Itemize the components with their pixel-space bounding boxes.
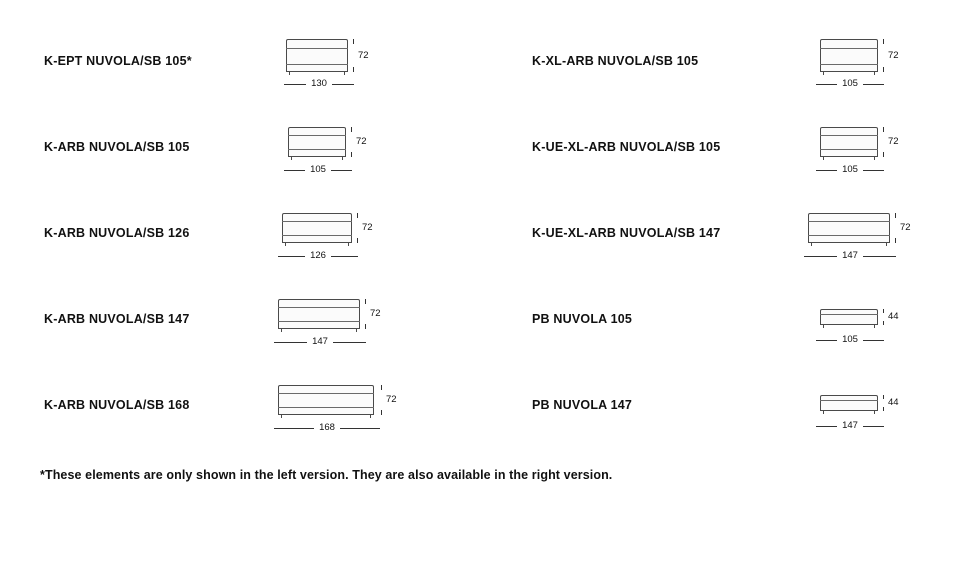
product-label: K-ARB NUVOLA/SB 168 [44,398,190,412]
sofa-seat-line [278,321,360,322]
product-label: K-ARB NUVOLA/SB 105 [44,140,190,154]
sofa-body [278,299,360,329]
dimension-tick [365,299,366,304]
sofa-back-line [820,135,878,136]
pouf-body [820,309,878,325]
dimension-line [284,170,305,171]
dimension-tick [381,385,382,390]
sofa-outline [278,385,374,415]
dimension-tick [883,152,884,157]
sofa-foot [289,72,290,75]
product-row [0,362,488,448]
product-label: K-EPT NUVOLA/SB 105* [44,54,192,68]
height-dimension [880,309,899,325]
dimension-line [284,84,306,85]
dimension-line [332,84,354,85]
height-dimension [362,299,381,329]
width-dimension [816,79,884,89]
sofa-foot [342,157,343,160]
width-value: 105 [842,78,858,90]
width-dimension [274,423,380,433]
product-label: K-UE-XL-ARB NUVOLA/SB 105 [532,140,721,154]
sofa-seat-line [286,64,348,65]
product-row [0,18,488,104]
sofa-foot [281,415,282,418]
dimension-tick [883,67,884,72]
width-value: 105 [842,164,858,176]
dimension-tick [895,213,896,218]
product-label: K-ARB NUVOLA/SB 126 [44,226,190,240]
dimension-line [274,428,314,429]
dimension-tick [883,407,884,411]
sofa-outline [286,39,348,72]
dimension-tick [883,127,884,132]
pouf-top-line [820,314,878,315]
sofa-seat-line [808,235,890,236]
sofa-back-line [278,307,360,308]
width-value: 105 [842,334,858,346]
sofa-body [288,127,346,157]
height-dimension [880,395,899,411]
sofa-seat-line [278,407,374,408]
sofa-foot [811,243,812,246]
dimension-tick [357,213,358,218]
dimension-tick [883,395,884,399]
sofa-body [808,213,890,243]
height-value: 72 [370,308,381,320]
product-label: K-UE-XL-ARB NUVOLA/SB 147 [532,226,721,240]
height-value: 72 [356,136,367,148]
height-dimension [350,39,369,72]
sofa-foot [370,415,371,418]
sofa-foot [823,157,824,160]
dimension-line [816,426,837,427]
dimension-line [863,426,884,427]
pouf-body [820,395,878,411]
product-label: PB NUVOLA 147 [532,398,633,412]
product-row [0,104,488,190]
dimension-line [816,84,837,85]
column-left [0,0,488,460]
width-value: 105 [310,164,326,176]
height-value: 44 [888,397,899,409]
product-row [0,190,488,276]
sofa-seat-line [820,149,878,150]
sofa-outline [820,39,878,72]
dimension-tick [357,238,358,243]
dimension-line [816,340,837,341]
width-dimension [804,251,896,261]
pouf-foot [823,325,824,328]
width-dimension [816,335,884,345]
width-value: 126 [310,250,326,262]
dimension-tick [365,324,366,329]
product-drawing [818,35,914,90]
pouf-top-line [820,400,878,401]
product-drawing [818,293,914,345]
sofa-outline [288,127,346,157]
pouf-foot [823,411,824,414]
width-value: 130 [311,78,327,90]
product-row [488,18,976,104]
dimension-tick [351,127,352,132]
sofa-foot [291,157,292,160]
dimension-tick [895,238,896,243]
dimension-line [333,342,366,343]
height-value: 72 [358,49,369,61]
dimension-line [804,256,837,257]
pouf-foot [874,411,875,414]
sofa-back-line [278,393,374,394]
product-drawing [276,293,390,348]
pouf-outline [820,309,878,325]
dimension-line [863,340,884,341]
sofa-outline [282,213,352,243]
height-value: 72 [386,394,397,406]
sofa-foot [886,243,887,246]
sofa-seat-line [282,235,352,236]
product-drawing [806,207,920,262]
pouf-outline [820,395,878,411]
dimension-line [278,256,305,257]
dimension-tick [353,67,354,72]
sofa-foot [348,243,349,246]
pouf-foot [874,325,875,328]
sofa-body [286,39,348,72]
column-right [488,0,976,460]
width-dimension [284,79,354,89]
sofa-back-line [808,221,890,222]
height-dimension [892,213,911,243]
sofa-seat-line [820,64,878,65]
width-value: 168 [319,422,335,434]
product-row [488,104,976,190]
sofa-body [820,39,878,72]
height-dimension [378,385,397,415]
product-drawing [818,379,914,431]
sofa-back-line [282,221,352,222]
dimension-line [340,428,380,429]
height-dimension [880,39,899,72]
height-value: 44 [888,311,899,323]
sofa-body [820,127,878,157]
product-drawing [276,379,402,434]
sofa-foot [823,72,824,75]
sofa-seat-line [288,149,346,150]
dimension-tick [883,309,884,313]
product-row [488,362,976,448]
dimension-line [863,84,884,85]
width-value: 147 [842,420,858,432]
sofa-foot [356,329,357,332]
sofa-outline [820,127,878,157]
sofa-back-line [820,48,878,49]
dimension-line [274,342,307,343]
dimension-tick [883,321,884,325]
width-value: 147 [312,336,328,348]
product-label: PB NUVOLA 105 [532,312,633,326]
dimension-line [863,170,884,171]
height-value: 72 [362,222,373,234]
product-row [0,276,488,362]
height-dimension [880,127,899,157]
width-dimension [284,165,352,175]
product-label: K-ARB NUVOLA/SB 147 [44,312,190,326]
width-dimension [274,337,366,347]
sofa-foot [874,72,875,75]
dimension-tick [351,152,352,157]
product-drawing [818,121,914,176]
dimension-line [863,256,896,257]
dimension-tick [381,410,382,415]
footnote-text: *These elements are only shown in the left version. They are also available in the right version. [40,468,613,482]
dimension-line [331,170,352,171]
product-row [488,276,976,362]
width-dimension [816,165,884,175]
product-drawing [280,207,384,262]
sofa-outline [278,299,360,329]
sofa-outline [808,213,890,243]
height-value: 72 [888,136,899,148]
product-label: K-XL-ARB NUVOLA/SB 105 [532,54,699,68]
width-value: 147 [842,250,858,262]
sofa-back-line [286,48,348,49]
product-drawing [286,35,378,90]
sofa-foot [344,72,345,75]
sofa-body [278,385,374,415]
width-dimension [278,251,358,261]
product-row [488,190,976,276]
sofa-back-line [288,135,346,136]
dimension-line [816,170,837,171]
height-dimension [354,213,373,243]
sofa-body [282,213,352,243]
dimension-tick [353,39,354,44]
sofa-foot [874,157,875,160]
height-dimension [348,127,367,157]
sofa-foot [285,243,286,246]
sofa-foot [281,329,282,332]
dimension-tick [883,39,884,44]
height-value: 72 [888,49,899,61]
product-drawing [286,121,378,176]
width-dimension [816,421,884,431]
dimension-line [331,256,358,257]
height-value: 72 [900,222,911,234]
